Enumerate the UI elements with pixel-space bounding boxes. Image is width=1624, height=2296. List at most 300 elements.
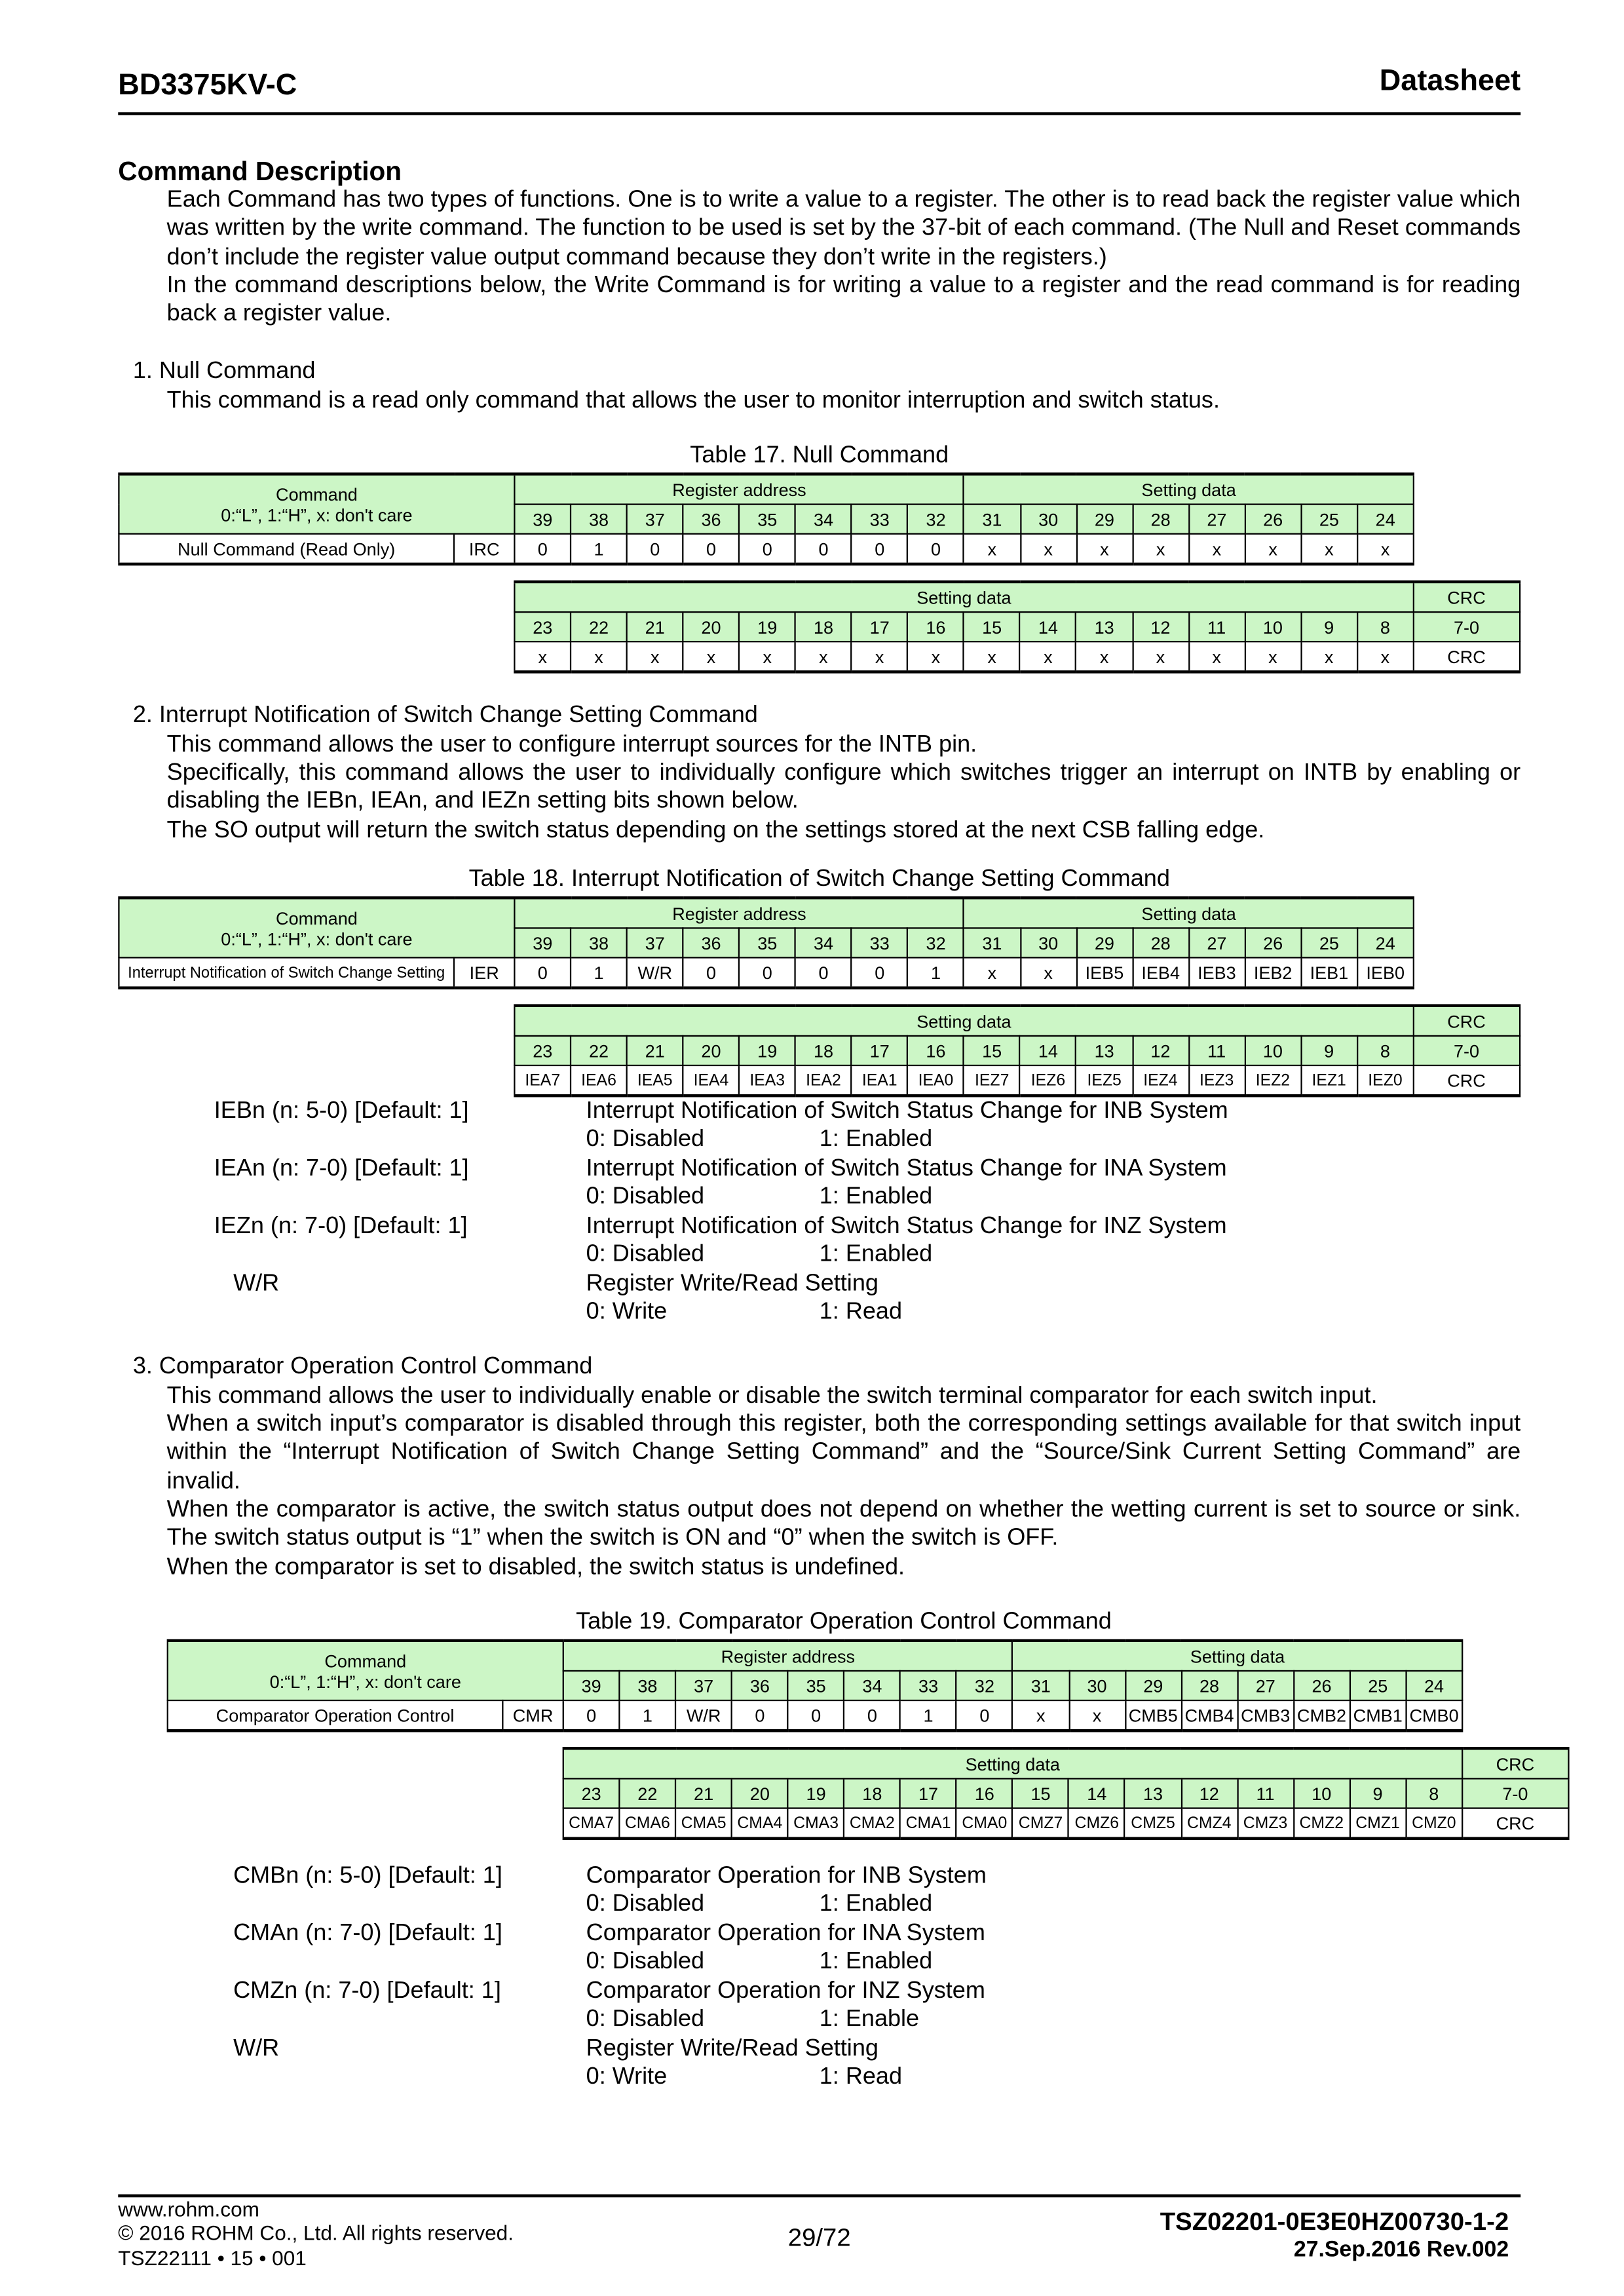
page-number: 29/72 [787,2223,851,2252]
bit-value: 0 [627,534,683,564]
bit-number: 33 [852,505,908,534]
bit-value: IEZ3 [1188,1065,1245,1096]
table-row [563,1748,1568,1778]
section-1-title: 1. Null Command [132,358,316,384]
bit-value: IEB4 [1133,957,1189,987]
bit-number: 25 [1301,928,1357,957]
bit-value: CMZ0 [1406,1808,1462,1839]
definition-label: CMBn (n: 5-0) [Default: 1] [233,1864,502,1889]
bit-number: 7-0 [1413,1036,1519,1065]
document-type: Datasheet [1379,65,1521,98]
section-3-para-2: When a switch input’s comparator is disabled through this register, both the corresponding settings available for that switch input within the “Interrupt Notification of Switch Change Setting Command” and the “Source/Sink Current Setting Command” are invalid. [166,1411,1521,1495]
bit-value: x [571,641,627,672]
bit-number: 17 [852,612,908,641]
bit-value: IEA7 [514,1065,571,1096]
bit-number: 11 [1188,612,1245,641]
table-row [514,612,1519,641]
bit-value: 0 [514,957,571,987]
bit-value: IEB1 [1301,957,1357,987]
crc-header: CRC [1462,1748,1568,1778]
register-table-lower [514,581,1520,674]
bit-value: x [964,534,1021,564]
definition-option-0: 0: Write [586,2065,668,2090]
bit-value: 0 [956,1700,1013,1731]
bit-value: IEZ4 [1133,1065,1189,1096]
bit-value: CRC [1413,641,1519,672]
definition-option-0: 0: Write [586,1300,668,1326]
bit-value: IEB0 [1357,957,1414,987]
command-hint: 0:“L”, 1:“H”, x: don't care [221,928,413,949]
bit-number: 14 [1020,612,1076,641]
definition-description: Interrupt Notification of Switch Status Change for INB System [586,1098,1228,1124]
footer-copyright: © 2016 ROHM Co., Ltd. All rights reserved. [118,2221,514,2245]
bit-value: x [1069,1700,1125,1731]
bit-number: 19 [739,1036,795,1065]
bit-number: 34 [795,928,852,957]
bit-number: 36 [683,928,740,957]
bit-value: 1 [900,1700,956,1731]
bit-number: 24 [1357,928,1414,957]
bit-number: 30 [1020,505,1076,534]
command-code: IER [454,957,514,987]
bit-value: x [1357,534,1414,564]
register-table-lower [563,1747,1570,1840]
bit-number: 38 [571,505,627,534]
section-2-para-3: The SO output will return the switch status depending on the settings stored at the next CSB falling edge. [166,818,1265,843]
bit-number: 35 [739,928,795,957]
section-3-para-4: When the comparator is set to disabled, the switch status is undefined. [166,1555,905,1580]
table-row [514,641,1519,672]
bit-number: 23 [514,612,571,641]
table-row [514,1065,1519,1096]
bit-value: x [1189,534,1245,564]
bit-value: 0 [788,1700,844,1731]
bit-number: 34 [795,505,852,534]
table-18-caption: Table 18. Interrupt Notification of Switch Change Setting Command [468,866,1170,892]
table-row [119,474,1413,504]
bit-number: 17 [852,1036,908,1065]
command-code: CMR [502,1700,563,1731]
bit-value: IEZ1 [1301,1065,1357,1096]
bit-number: 18 [844,1778,900,1808]
command-name: Null Command (Read Only) [119,534,454,564]
bit-value: x [514,641,571,672]
bit-value: CMA0 [956,1808,1013,1839]
bit-number: 21 [627,612,683,641]
bit-value: 0 [795,957,852,987]
definition-label: IEZn (n: 7-0) [Default: 1] [214,1214,468,1239]
bit-value: x [1301,641,1357,672]
definition-label: CMAn (n: 7-0) [Default: 1] [233,1921,502,1947]
bit-number: 17 [900,1778,956,1808]
bit-number: 22 [571,1036,627,1065]
bit-value: x [1133,534,1189,564]
register-address-header: Register address [514,898,964,928]
definition-option-1: 1: Enabled [819,1242,933,1268]
definition-description: Interrupt Notification of Switch Status Change for INZ System [586,1214,1227,1239]
bit-number: 39 [514,928,571,957]
section-2-para-1: This command allows the user to configure interrupt sources for the INTB pin. [166,732,977,758]
bit-value: 1 [908,957,964,987]
bit-number: 23 [514,1036,571,1065]
bit-number: 25 [1350,1671,1406,1700]
bit-number: 26 [1245,928,1301,957]
bit-value: 0 [844,1700,900,1731]
bit-number: 37 [627,505,683,534]
command-header [119,474,514,533]
bit-value: CMB1 [1350,1700,1406,1731]
bit-value: x [1245,534,1301,564]
date-revision: 27.Sep.2016 Rev.002 [1293,2237,1509,2263]
bit-number: 30 [1020,928,1076,957]
table-row [119,898,1413,928]
definition-description: Register Write/Read Setting [586,2036,878,2062]
bit-value: IEA2 [795,1065,852,1096]
register-address-header: Register address [563,1641,1013,1671]
bit-number: 7-0 [1413,612,1519,641]
bit-number: 22 [571,612,627,641]
bit-number: 29 [1076,505,1133,534]
bit-number: 34 [844,1671,900,1700]
setting-data-header: Setting data [1013,1641,1462,1671]
definition-label: W/R [233,1271,280,1297]
bit-value: x [1020,957,1076,987]
bit-value: x [1020,534,1076,564]
command-name: Comparator Operation Control [168,1700,503,1731]
bit-value: 0 [795,534,852,564]
bit-value: CMA2 [844,1808,900,1839]
bit-value: IEZ5 [1076,1065,1133,1096]
bit-value: 0 [683,534,740,564]
bit-number: 20 [683,612,740,641]
definition-label: CMZn (n: 7-0) [Default: 1] [233,1978,501,2004]
bit-number: 29 [1125,1671,1181,1700]
register-address-header: Register address [514,474,964,504]
bit-number: 13 [1076,612,1133,641]
bit-number: 31 [1013,1671,1069,1700]
bit-value: IEZ6 [1020,1065,1076,1096]
bit-value: IEB3 [1189,957,1245,987]
bit-value: IEA5 [627,1065,683,1096]
definition-description: Register Write/Read Setting [586,1271,878,1297]
bit-number: 19 [739,612,795,641]
table-17-caption: Table 17. Null Command [690,443,949,469]
command-hint: 0:“L”, 1:“H”, x: don't care [269,1670,461,1692]
register-table-upper [167,1639,1463,1732]
bit-value: x [1188,641,1245,672]
command-name: Interrupt Notification of Switch Change Setting [119,957,454,987]
bit-number: 26 [1294,1671,1350,1700]
definition-option-0: 0: Disabled [586,2007,705,2033]
bit-number: 26 [1245,505,1301,534]
register-table-upper [118,896,1414,989]
register-table-lower [514,1004,1520,1097]
bit-number: 8 [1357,1036,1414,1065]
bit-value: IEZ7 [964,1065,1020,1096]
bit-number: 21 [627,1036,683,1065]
bit-value: 0 [908,534,964,564]
bit-number: 10 [1293,1778,1350,1808]
setting-data-header: Setting data [563,1748,1462,1778]
bit-value: x [1301,534,1357,564]
definition-option-0: 0: Disabled [586,1242,705,1268]
bit-value: CMB0 [1406,1700,1462,1731]
bit-number: 14 [1068,1778,1125,1808]
definition-description: Comparator Operation for INZ System [586,1978,985,2004]
crc-header: CRC [1413,1006,1519,1036]
bit-number: 36 [683,505,740,534]
bit-number: 32 [908,505,964,534]
bit-value: CMA6 [619,1808,675,1839]
bit-value: IEZ2 [1245,1065,1301,1096]
setting-data-header: Setting data [514,1006,1413,1036]
table-row [168,1700,1462,1731]
command-code: IRC [454,534,514,564]
bit-number: 38 [571,928,627,957]
bit-value: W/R [675,1700,732,1731]
bit-value: CMA5 [675,1808,732,1839]
bit-number: 24 [1406,1671,1462,1700]
definition-label: IEAn (n: 7-0) [Default: 1] [214,1156,469,1181]
bit-number: 10 [1245,1036,1301,1065]
section-heading: Command Description [118,156,402,186]
bit-value: IEZ0 [1357,1065,1414,1096]
bit-number: 35 [788,1671,844,1700]
bit-value: CMA7 [563,1808,620,1839]
bit-value: CMA1 [900,1808,956,1839]
bit-value: x [1020,641,1076,672]
bit-value: x [1133,641,1189,672]
intro-para-1: Each Command has two types of functions. One is to write a value to a register. The other is to read back the register value which was written by the write command. The function to be used is set by the 37-bit of each command. (The Null and Reset commands don’t include the register value output command because they don’t write in the registers.) [166,187,1521,270]
bit-number: 21 [675,1778,732,1808]
definition-option-1: 1: Enabled [819,1892,933,1918]
definition-option-0: 0: Disabled [586,1127,705,1153]
bit-value: CMB5 [1125,1700,1181,1731]
bit-number: 33 [900,1671,956,1700]
setting-data-header: Setting data [514,582,1413,612]
command-hint: 0:“L”, 1:“H”, x: don't care [221,504,413,526]
bit-number: 32 [908,928,964,957]
footer-url[interactable]: www.rohm.com [118,2197,259,2221]
definition-option-1: 1: Enabled [819,1127,933,1153]
command-label: Command [276,484,358,505]
section-3-title: 3. Comparator Operation Control Command [132,1354,593,1379]
bit-value: x [683,641,740,672]
definition-description: Comparator Operation for INB System [586,1864,987,1889]
bit-number: 8 [1357,612,1414,641]
bit-value: CMB2 [1294,1700,1350,1731]
bit-value: 0 [683,957,740,987]
bit-value: x [1076,534,1133,564]
table-19-caption: Table 19. Comparator Operation Control Command [576,1609,1112,1635]
bit-number: 20 [732,1778,788,1808]
setting-data-header: Setting data [964,898,1414,928]
bit-number: 15 [1013,1778,1069,1808]
section-2-title: 2. Interrupt Notification of Switch Change Setting Command [132,702,758,729]
intro-para-2: In the command descriptions below, the Write Command is for writing a value to a register and the read command is for reading back a register value. [166,273,1521,327]
bit-number: 9 [1301,612,1357,641]
bit-number: 7-0 [1462,1778,1568,1808]
bit-number: 27 [1237,1671,1294,1700]
bit-number: 22 [619,1778,675,1808]
definition-option-1: 1: Read [819,1300,903,1326]
bit-value: 1 [571,957,627,987]
table-row [119,957,1413,987]
bit-number: 18 [795,1036,852,1065]
bit-value: IEA4 [683,1065,740,1096]
command-label: Command [276,907,358,928]
bit-number: 12 [1133,612,1189,641]
bit-number: 25 [1301,505,1357,534]
bit-value: 0 [852,957,908,987]
bit-value: x [1013,1700,1069,1731]
bit-value: x [739,641,795,672]
bit-value: 1 [620,1700,676,1731]
footer-form-code: TSZ22111 • 15 • 001 [118,2246,307,2270]
bit-number: 18 [795,612,852,641]
definition-option-1: 1: Enable [819,2007,920,2033]
table-row [563,1808,1568,1839]
section-3-para-3: When the comparator is active, the switch status output does not depend on whether the wetting current is set to source or sink. The switch status output is “1” when the switch is ON and “0” when the switch is OFF. [166,1497,1521,1552]
bit-value: x [627,641,683,672]
bit-value: CMA4 [732,1808,788,1839]
bit-number: 32 [956,1671,1013,1700]
bit-number: 38 [620,1671,676,1700]
definition-label: IEBn (n: 5-0) [Default: 1] [214,1098,469,1124]
command-header [168,1641,563,1700]
bit-value: 0 [739,957,795,987]
bit-value: IEB2 [1245,957,1301,987]
bit-number: 24 [1357,505,1414,534]
bit-number: 11 [1188,1036,1245,1065]
bit-value: CMZ6 [1068,1808,1125,1839]
bit-value: IEA3 [739,1065,795,1096]
definition-option-1: 1: Enabled [819,1185,933,1210]
bit-number: 27 [1189,505,1245,534]
bit-number: 33 [852,928,908,957]
bit-number: 28 [1133,928,1189,957]
bit-number: 36 [732,1671,788,1700]
bit-value: x [908,641,964,672]
definition-option-0: 0: Disabled [586,1892,705,1918]
bit-value: x [964,641,1020,672]
bit-value: CMZ5 [1125,1808,1181,1839]
bit-value: 1 [571,534,627,564]
register-table-upper [118,472,1414,565]
command-label: Command [324,1650,407,1671]
definition-option-1: 1: Enabled [819,1949,933,1975]
doc-number: TSZ02201-0E3E0HZ00730-1-2 [1160,2208,1509,2236]
bit-number: 37 [627,928,683,957]
bit-number: 31 [964,928,1021,957]
bit-value: x [1245,641,1301,672]
bit-number: 27 [1189,928,1245,957]
bit-number: 30 [1069,1671,1125,1700]
section-3-para-1: This command allows the user to individually enable or disable the switch terminal comparator for each switch input. [166,1383,1378,1409]
definition-option-0: 0: Disabled [586,1949,705,1975]
bit-number: 23 [563,1778,620,1808]
bit-number: 13 [1125,1778,1181,1808]
bit-value: IEA1 [852,1065,908,1096]
bit-value: CMZ1 [1350,1808,1406,1839]
bit-number: 9 [1350,1778,1406,1808]
bit-value: CMZ2 [1293,1808,1350,1839]
definition-description: Interrupt Notification of Switch Status Change for INA System [586,1156,1227,1181]
bit-value: 0 [563,1700,620,1731]
table-row [514,1006,1519,1036]
bit-value: CMA3 [788,1808,844,1839]
definition-label: W/R [233,2036,280,2062]
bit-value: CMB3 [1237,1700,1294,1731]
table-row [563,1778,1568,1808]
footer-rule [118,2194,1520,2198]
table-row [168,1641,1462,1671]
bit-value: x [1357,641,1414,672]
bit-value: x [852,641,908,672]
bit-number: 16 [908,612,964,641]
section-2-para-2: Specifically, this command allows the user to individually configure which switches trigger an interrupt on INTB by enabling or disabling the IEBn, IEAn, and IEZn setting bits shown below. [166,760,1521,814]
bit-number: 9 [1301,1036,1357,1065]
bit-number: 37 [675,1671,732,1700]
bit-value: W/R [627,957,683,987]
bit-value: x [964,957,1021,987]
bit-number: 31 [964,505,1021,534]
bit-value: IEB5 [1076,957,1133,987]
bit-value: x [795,641,852,672]
bit-number: 12 [1181,1778,1237,1808]
table-row [514,582,1519,612]
bit-value: CMZ3 [1237,1808,1294,1839]
definition-description: Comparator Operation for INA System [586,1921,985,1947]
definition-option-0: 0: Disabled [586,1185,705,1210]
bit-value: 0 [514,534,571,564]
bit-value: IEA6 [571,1065,627,1096]
bit-number: 29 [1076,928,1133,957]
bit-number: 15 [964,612,1020,641]
section-1-para: This command is a read only command that allows the user to monitor interruption and switch status. [166,388,1220,414]
bit-number: 13 [1076,1036,1133,1065]
bit-value: CMB4 [1181,1700,1237,1731]
bit-value: 0 [852,534,908,564]
setting-data-header: Setting data [964,474,1414,504]
bit-number: 10 [1245,612,1301,641]
bit-number: 8 [1406,1778,1462,1808]
bit-number: 11 [1237,1778,1294,1808]
bit-value: x [1076,641,1133,672]
bit-number: 28 [1181,1671,1237,1700]
table-row [119,534,1413,564]
definition-option-1: 1: Read [819,2065,903,2090]
bit-value: CMZ4 [1181,1808,1237,1839]
bit-value: 0 [732,1700,788,1731]
bit-number: 39 [514,505,571,534]
bit-number: 35 [739,505,795,534]
bit-number: 12 [1133,1036,1189,1065]
crc-header: CRC [1413,582,1519,612]
bit-number: 19 [788,1778,844,1808]
command-header [119,898,514,957]
header-rule [118,112,1520,115]
bit-number: 39 [563,1671,620,1700]
bit-number: 14 [1020,1036,1076,1065]
bit-value: IEA0 [908,1065,964,1096]
part-number: BD3375KV-C [118,69,297,102]
bit-number: 28 [1133,505,1189,534]
bit-value: CRC [1413,1065,1519,1096]
table-row [514,1036,1519,1065]
bit-value: CRC [1462,1808,1568,1839]
bit-value: CMZ7 [1013,1808,1069,1839]
